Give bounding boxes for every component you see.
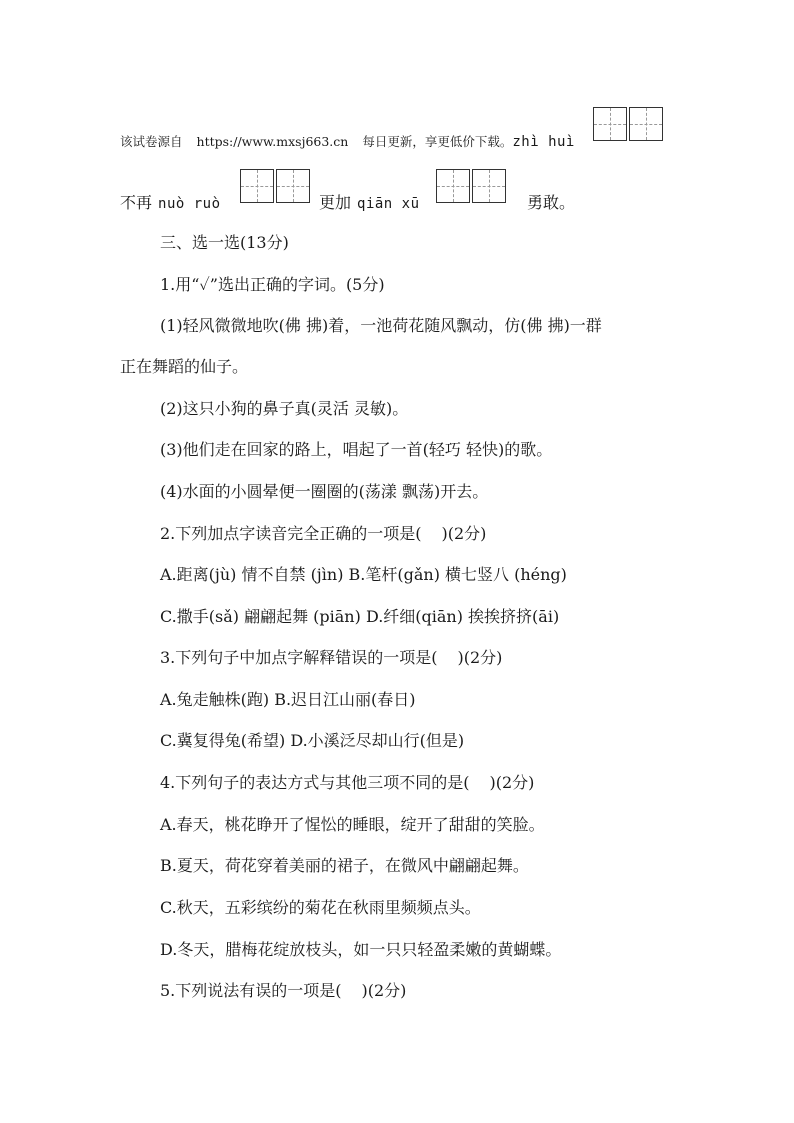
writing-boxes-qianxu: [436, 169, 506, 203]
q1-item1-line2: 正在舞蹈的仙子。: [120, 357, 249, 376]
q2-stem: [160, 524, 486, 544]
q2-stem-score: )(2分): [441, 524, 487, 543]
q1-item4: (4)水面的小圆晕便一圈圈的(荡漾 飘荡)开去。: [160, 482, 489, 501]
q3-stem-text: 3.下列句子中加点字解释错误的一项是(: [160, 648, 438, 667]
text-gengjia: 更加: [319, 193, 352, 212]
q4-option-a: A.春天，桃花睁开了惺忪的睡眼，绽开了甜甜的笑脸。: [160, 815, 545, 834]
q2-options-ab: A.距离(jù) 情不自禁 (jìn) B.笔杆(gǎn) 横七竖八 (héng): [160, 565, 567, 584]
tian-box[interactable]: [593, 107, 627, 141]
pinyin-nuoruo: nuò ruò: [158, 196, 221, 212]
q2-options-cd: C.撒手(sǎ) 翩翩起舞 (piān) D.纤细(qiān) 挨挨挤挤(āi): [160, 607, 560, 626]
q4-stem-score: )(2分): [489, 773, 535, 792]
writing-boxes-zhihui: [593, 107, 663, 141]
q5-stem-score: )(2分): [361, 981, 407, 1000]
q5-stem: [160, 981, 406, 1001]
q1-item1-line1: (1)轻风微微地吹(佛 拂)着，一池荷花随风飘动，仿(佛 拂)一群: [160, 316, 602, 335]
source-line: [120, 132, 575, 152]
source-prefix: 该试卷源自: [120, 134, 183, 149]
tian-box[interactable]: [436, 169, 470, 203]
tian-box[interactable]: [629, 107, 663, 141]
fill-line-2: [120, 193, 221, 214]
section-title: 三、选一选(13分): [160, 233, 289, 252]
tian-box[interactable]: [276, 169, 310, 203]
q3-stem: [160, 648, 502, 668]
q1-item3: (3)他们走在回家的路上，唱起了一首(轻巧 轻快)的歌。: [160, 440, 553, 459]
q4-option-b: B.夏天，荷花穿着美丽的裙子，在微风中翩翩起舞。: [160, 856, 529, 875]
q1-stem: 1.用“✓”选出正确的字词。(5分): [160, 275, 385, 294]
tian-box[interactable]: [472, 169, 506, 203]
q1-item2: (2)这只小狗的鼻子真(灵活 灵敏)。: [160, 399, 409, 418]
q3-options-ab: A.兔走触株(跑) B.迟日江山丽(春日): [160, 690, 416, 709]
q4-option-c: C.秋天，五彩缤纷的菊花在秋雨里频频点头。: [160, 898, 481, 917]
q4-option-d: D.冬天，腊梅花绽放枝头，如一只只轻盈柔嫩的黄蝴蝶。: [160, 940, 562, 959]
q2-stem-text: 2.下列加点字读音完全正确的一项是(: [160, 524, 422, 543]
tian-box[interactable]: [240, 169, 274, 203]
q4-stem: [160, 773, 534, 793]
q3-stem-score: )(2分): [457, 648, 503, 667]
text-buzai: 不再: [120, 193, 153, 212]
q3-options-cd: C.冀复得兔(希望) D.小溪泛尽却山行(但是): [160, 731, 465, 750]
pinyin-qianxu: qiān xū: [357, 196, 420, 212]
q5-stem-text: 5.下列说法有误的一项是(: [160, 981, 342, 1000]
source-url: https://www.mxsj663.cn: [196, 134, 349, 149]
text-yonggan: 勇敢。: [527, 193, 576, 212]
fill-line-2-mid: [319, 193, 420, 214]
pinyin-zhihui: zhì huì: [512, 134, 575, 150]
writing-boxes-nuoruo: [240, 169, 310, 203]
update-text: 每日更新，享更低价下载。: [362, 134, 513, 149]
q4-stem-text: 4.下列句子的表达方式与其他三项不同的是(: [160, 773, 470, 792]
